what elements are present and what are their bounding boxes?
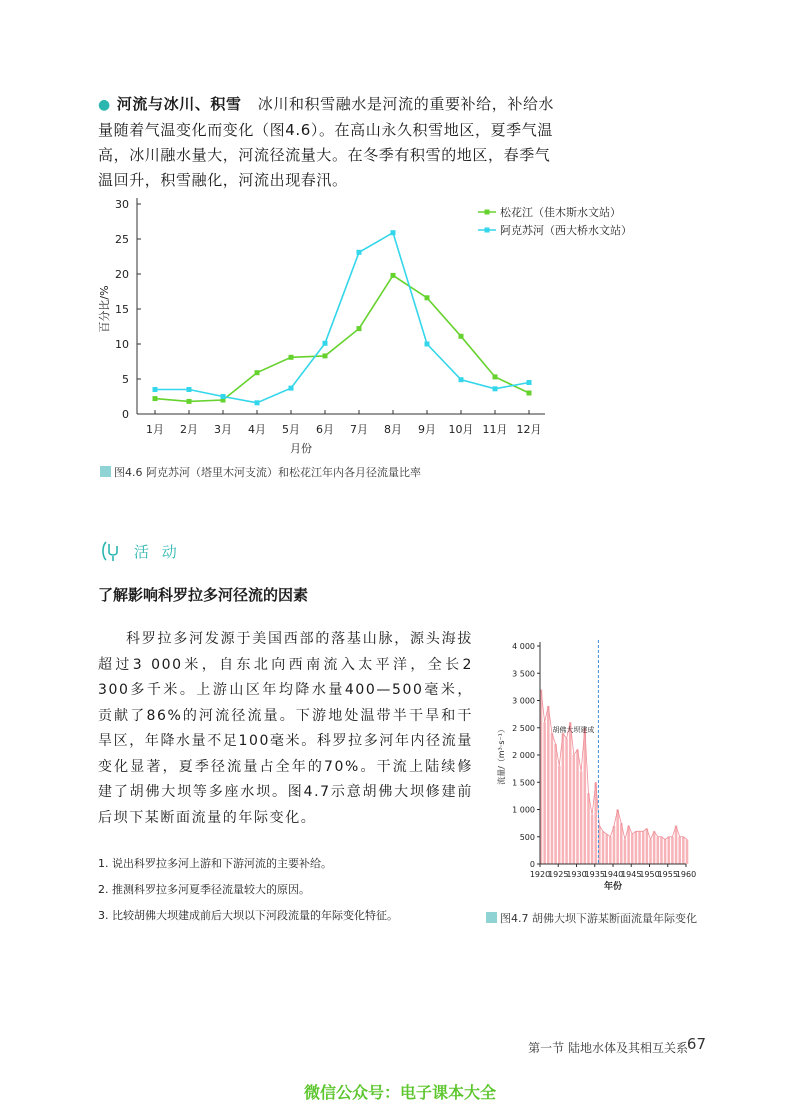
- flow-bar: [613, 826, 616, 864]
- dam-annotation-label: 胡佛大坝建成: [552, 726, 595, 734]
- x-tick-label: 11月: [482, 423, 508, 436]
- flow-bar: [664, 839, 667, 864]
- data-point: [255, 370, 260, 375]
- data-point: [187, 399, 192, 404]
- data-point: [391, 230, 396, 235]
- data-point: [391, 273, 396, 278]
- flow-bar: [587, 793, 590, 864]
- x-tick-label: 5月: [282, 423, 300, 436]
- y-tick-label: 30: [115, 198, 129, 211]
- flow-bar: [657, 837, 660, 864]
- activity-title: 了解影响科罗拉多河径流的因素: [98, 586, 309, 604]
- caption-square-icon: [100, 466, 111, 477]
- y-tick-label: 25: [115, 233, 129, 246]
- y-tick-label: 1 000: [512, 805, 535, 815]
- legend-label-0: 松花江（佳木斯水文站）: [500, 206, 621, 219]
- y-tick-label: 15: [115, 303, 129, 316]
- data-point: [493, 374, 498, 379]
- y-axis-title: 流量/（m³·s⁻¹）: [497, 725, 506, 785]
- x-axis-title: 年份: [603, 882, 623, 892]
- flow-bar: [624, 839, 627, 864]
- question-list: [98, 851, 398, 929]
- x-tick-label: 4月: [248, 423, 266, 436]
- x-tick-label: 2月: [180, 423, 198, 436]
- data-point: [289, 386, 294, 391]
- flow-bar: [675, 826, 678, 864]
- data-point: [459, 377, 464, 382]
- question-item: 1. 说出科罗拉多河上游和下游河流的主要补给。: [98, 857, 332, 870]
- legend-marker-0: [485, 210, 490, 215]
- flow-bar: [671, 837, 674, 864]
- figure-4-7-caption: [486, 910, 697, 926]
- x-tick-label: 9月: [418, 423, 436, 436]
- activity-header: [100, 538, 181, 564]
- paragraph-heading: 河流与冰川、积雪: [116, 95, 242, 113]
- y-tick-label: 10: [115, 338, 129, 351]
- flow-bar: [686, 839, 689, 864]
- flow-bar: [605, 834, 608, 864]
- flow-bar: [642, 831, 645, 864]
- data-point: [357, 250, 362, 255]
- x-tick-label: 6月: [316, 423, 334, 436]
- data-point: [527, 391, 532, 396]
- flow-bar: [678, 837, 681, 864]
- data-point: [323, 341, 328, 346]
- question-item: 3. 比较胡佛大坝建成前后大坝以下河段流量的年际变化特征。: [98, 909, 398, 922]
- y-tick-label: 1 500: [512, 778, 535, 788]
- activity-body: 科罗拉多河发源于美国西部的落基山脉，源头海拔超过3 000米，自东北向西南流入太平洋，全长2 300多千米。上游山区年均降水量400—500毫米，贡献了86%的河流径流量。下游地处温带半干旱和干旱区，年降水量不足100毫米。科罗拉多河年内径流量变化显著，夏季径流量占全年的70%。干流上陆续修建了胡佛大坝等多座水坝。图4.7示意胡佛大坝修建前后坝下某断面流量的年际变化。: [98, 631, 473, 826]
- flow-bar: [580, 771, 583, 864]
- flow-bar: [667, 837, 670, 864]
- flow-bar: [569, 722, 572, 864]
- y-tick-label: 0: [529, 860, 535, 869]
- x-tick-label: 1945: [621, 870, 642, 879]
- flow-bar: [635, 831, 638, 864]
- x-tick-label: 1955: [657, 870, 678, 879]
- x-tick-label: 12月: [516, 423, 542, 436]
- flow-bar: [573, 755, 576, 864]
- y-tick-label: 2 000: [512, 751, 535, 760]
- flow-bar: [551, 733, 554, 864]
- series-line-1: [155, 233, 529, 403]
- data-point: [221, 394, 226, 399]
- x-tick-label: 10月: [448, 423, 474, 436]
- legend-marker-1: [485, 228, 490, 233]
- y-tick-label: 2 500: [512, 723, 535, 733]
- flow-bar: [620, 823, 623, 864]
- flow-bar: [653, 831, 656, 864]
- x-tick-label: 1940: [602, 870, 624, 879]
- data-point: [527, 380, 532, 385]
- x-tick-label: 1950: [639, 870, 660, 879]
- flow-bar: [682, 837, 685, 864]
- data-point: [153, 387, 158, 392]
- y-tick-label: 3 500: [512, 669, 535, 679]
- x-tick-label: 1月: [146, 423, 164, 436]
- flow-bar: [660, 837, 663, 864]
- figure-4-6-caption-text: 图4.6 阿克苏河（塔里木河支流）和松花江年内各月径流量比率: [114, 466, 421, 479]
- y-tick-label: 20: [115, 268, 129, 281]
- x-tick-label: 1930: [566, 870, 587, 879]
- flow-bar: [616, 810, 619, 865]
- x-tick-label: 1925: [548, 870, 569, 879]
- x-tick-label: 8月: [384, 423, 402, 436]
- figure-4-7-caption-text: 图4.7 胡佛大坝下游某断面流量年际变化: [500, 912, 697, 925]
- y-tick-label: 4 000: [512, 642, 535, 651]
- question-item: 2. 推测科罗拉多河夏季径流量较大的原因。: [98, 883, 310, 896]
- wechat-watermark: 微信公众号：电子课本大全: [303, 1083, 496, 1102]
- data-point: [493, 386, 498, 391]
- data-point: [255, 400, 260, 405]
- flow-bar: [609, 837, 612, 864]
- flow-bar: [562, 733, 565, 864]
- footer-section-title: 第一节 陆地水体及其相互关系: [528, 1041, 688, 1055]
- data-point: [425, 342, 430, 347]
- y-tick-label: 3 000: [512, 696, 535, 706]
- flow-bar: [627, 826, 630, 864]
- data-point: [187, 387, 192, 392]
- y-axis-title: 百分比/%: [98, 285, 111, 333]
- figure-4-6-caption: [100, 464, 421, 480]
- y-tick-label: 0: [122, 408, 129, 421]
- data-point: [289, 355, 294, 360]
- flow-bar: [646, 829, 649, 864]
- data-point: [459, 334, 464, 339]
- flow-bar: [554, 744, 557, 864]
- flow-bar: [547, 706, 550, 864]
- x-tick-label: 1920: [529, 870, 551, 879]
- y-tick-label: 500: [519, 832, 535, 842]
- y-tick-label: 5: [122, 373, 129, 386]
- page-number: 67: [686, 1035, 706, 1053]
- runoff-ratio-line-chart: [0, 0, 800, 480]
- caption-square-icon: [486, 912, 497, 923]
- data-point: [153, 396, 158, 401]
- bullet-dot-icon: ●: [98, 97, 111, 113]
- x-tick-label: 1960: [675, 870, 697, 879]
- flow-bar: [638, 831, 641, 864]
- flow-bar: [565, 739, 568, 864]
- flow-bar: [602, 831, 605, 864]
- paragraph-text: 冰川和积雪融水是河流的重要补给，补给水量随着气温变化而变化（图4.6）。在高山永久积雪地区，夏季气温高，冰川融水量大，河流径流量大。在冬季有积雪的地区，春季气温回升，积雪融化，河流出现春汛。: [98, 95, 555, 189]
- activity-label: 活 动: [134, 542, 181, 561]
- legend-label-1: 阿克苏河（西大桥水文站）: [500, 224, 632, 237]
- hoover-dam-flow-chart: [490, 632, 710, 902]
- flow-bar: [591, 815, 594, 864]
- data-point: [357, 326, 362, 331]
- data-point: [425, 295, 430, 300]
- x-tick-label: 7月: [350, 423, 368, 436]
- data-point: [323, 353, 328, 358]
- flow-bar: [649, 839, 652, 864]
- activity-icon: [100, 538, 126, 564]
- flow-bar: [631, 834, 634, 864]
- x-axis-title: 月份: [290, 442, 312, 455]
- flow-bar: [543, 722, 546, 864]
- flow-bar: [558, 766, 561, 864]
- flow-bar: [576, 750, 579, 864]
- x-tick-label: 1935: [584, 870, 605, 879]
- x-tick-label: 3月: [214, 423, 232, 436]
